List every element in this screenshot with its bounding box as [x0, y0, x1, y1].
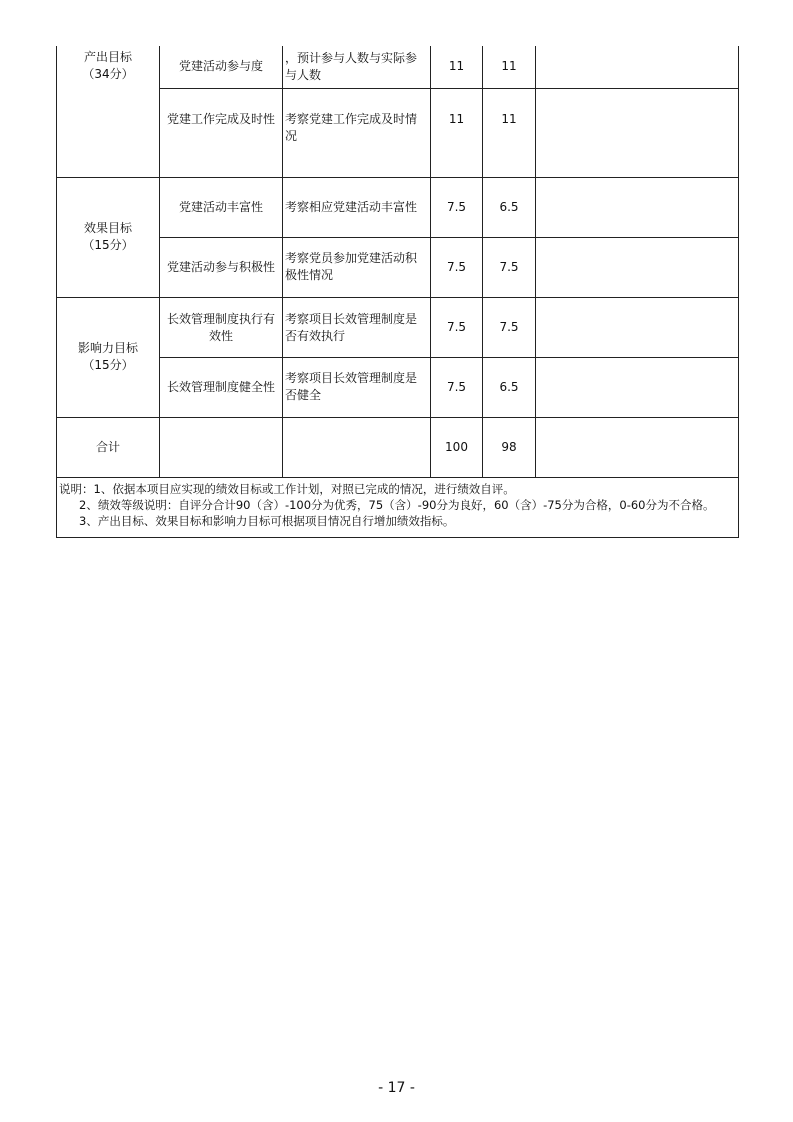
table-row [57, 357, 739, 417]
indicator-cell: 党建活动参与积极性 [160, 237, 283, 297]
table-row [57, 297, 739, 357]
table-row [57, 46, 739, 88]
description-cell: 考察党员参加党建活动积极性情况 [283, 237, 431, 297]
score-cell: 11 [483, 88, 536, 177]
category-name: 影响力目标 [77, 341, 138, 355]
weight-cell: 7.5 [431, 177, 483, 237]
evaluation-table [56, 46, 739, 538]
category-score: （34分） [82, 67, 134, 81]
score-cell: 7.5 [483, 237, 536, 297]
remark-cell [536, 297, 739, 357]
description-cell: 考察党建工作完成及时情况 [283, 88, 431, 177]
description-cell: 考察相应党建活动丰富性 [283, 177, 431, 237]
table-row [57, 237, 739, 297]
remark-cell [536, 46, 739, 88]
description-cell: ，预计参与人数与实际参与人数 [283, 46, 431, 88]
category-cell [57, 46, 160, 177]
table-row [57, 177, 739, 237]
note-line: 3、产出目标、效果目标和影响力目标可根据项目情况自行增加绩效指标。 [79, 513, 455, 528]
remark-cell [536, 417, 739, 477]
category-cell [57, 177, 160, 297]
page-number: - 17 - [378, 1080, 415, 1096]
indicator-cell: 党建活动丰富性 [160, 177, 283, 237]
notes-cell [57, 477, 739, 537]
total-score: 98 [483, 417, 536, 477]
remark-cell [536, 237, 739, 297]
note-line: 说明：1、依据本项目应实现的绩效目标或工作计划，对照已完成的情况，进行绩效自评。 [59, 481, 515, 496]
table-row [57, 88, 739, 177]
description-cell: 考察项目长效管理制度是否有效执行 [283, 297, 431, 357]
category-score: （15分） [82, 238, 134, 252]
weight-cell: 11 [431, 88, 483, 177]
category-name: 效果目标 [83, 221, 132, 235]
indicator-cell: 党建工作完成及时性 [160, 88, 283, 177]
description-cell [283, 417, 431, 477]
weight-cell: 7.5 [431, 357, 483, 417]
indicator-cell: 党建活动参与度 [160, 46, 283, 88]
score-cell: 7.5 [483, 297, 536, 357]
note-line: 2、绩效等级说明：自评分合计90（含）-100分为优秀，75（含）-90分为良好，60（含）-75分为合格，0-60分为不合格。 [79, 497, 715, 512]
total-row [57, 417, 739, 477]
description-cell: 考察项目长效管理制度是否健全 [283, 357, 431, 417]
indicator-cell: 长效管理制度执行有效性 [160, 297, 283, 357]
category-cell [57, 297, 160, 417]
remark-cell [536, 88, 739, 177]
indicator-cell [160, 417, 283, 477]
category-score: （15分） [82, 358, 134, 372]
indicator-cell: 长效管理制度健全性 [160, 357, 283, 417]
notes-row [57, 477, 739, 537]
weight-cell: 7.5 [431, 237, 483, 297]
total-label: 合计 [57, 417, 160, 477]
score-cell: 6.5 [483, 177, 536, 237]
weight-cell: 11 [431, 46, 483, 88]
total-weight: 100 [431, 417, 483, 477]
remark-cell [536, 177, 739, 237]
weight-cell: 7.5 [431, 297, 483, 357]
score-cell: 11 [483, 46, 536, 88]
remark-cell [536, 357, 739, 417]
category-name: 产出目标 [83, 50, 132, 64]
score-cell: 6.5 [483, 357, 536, 417]
